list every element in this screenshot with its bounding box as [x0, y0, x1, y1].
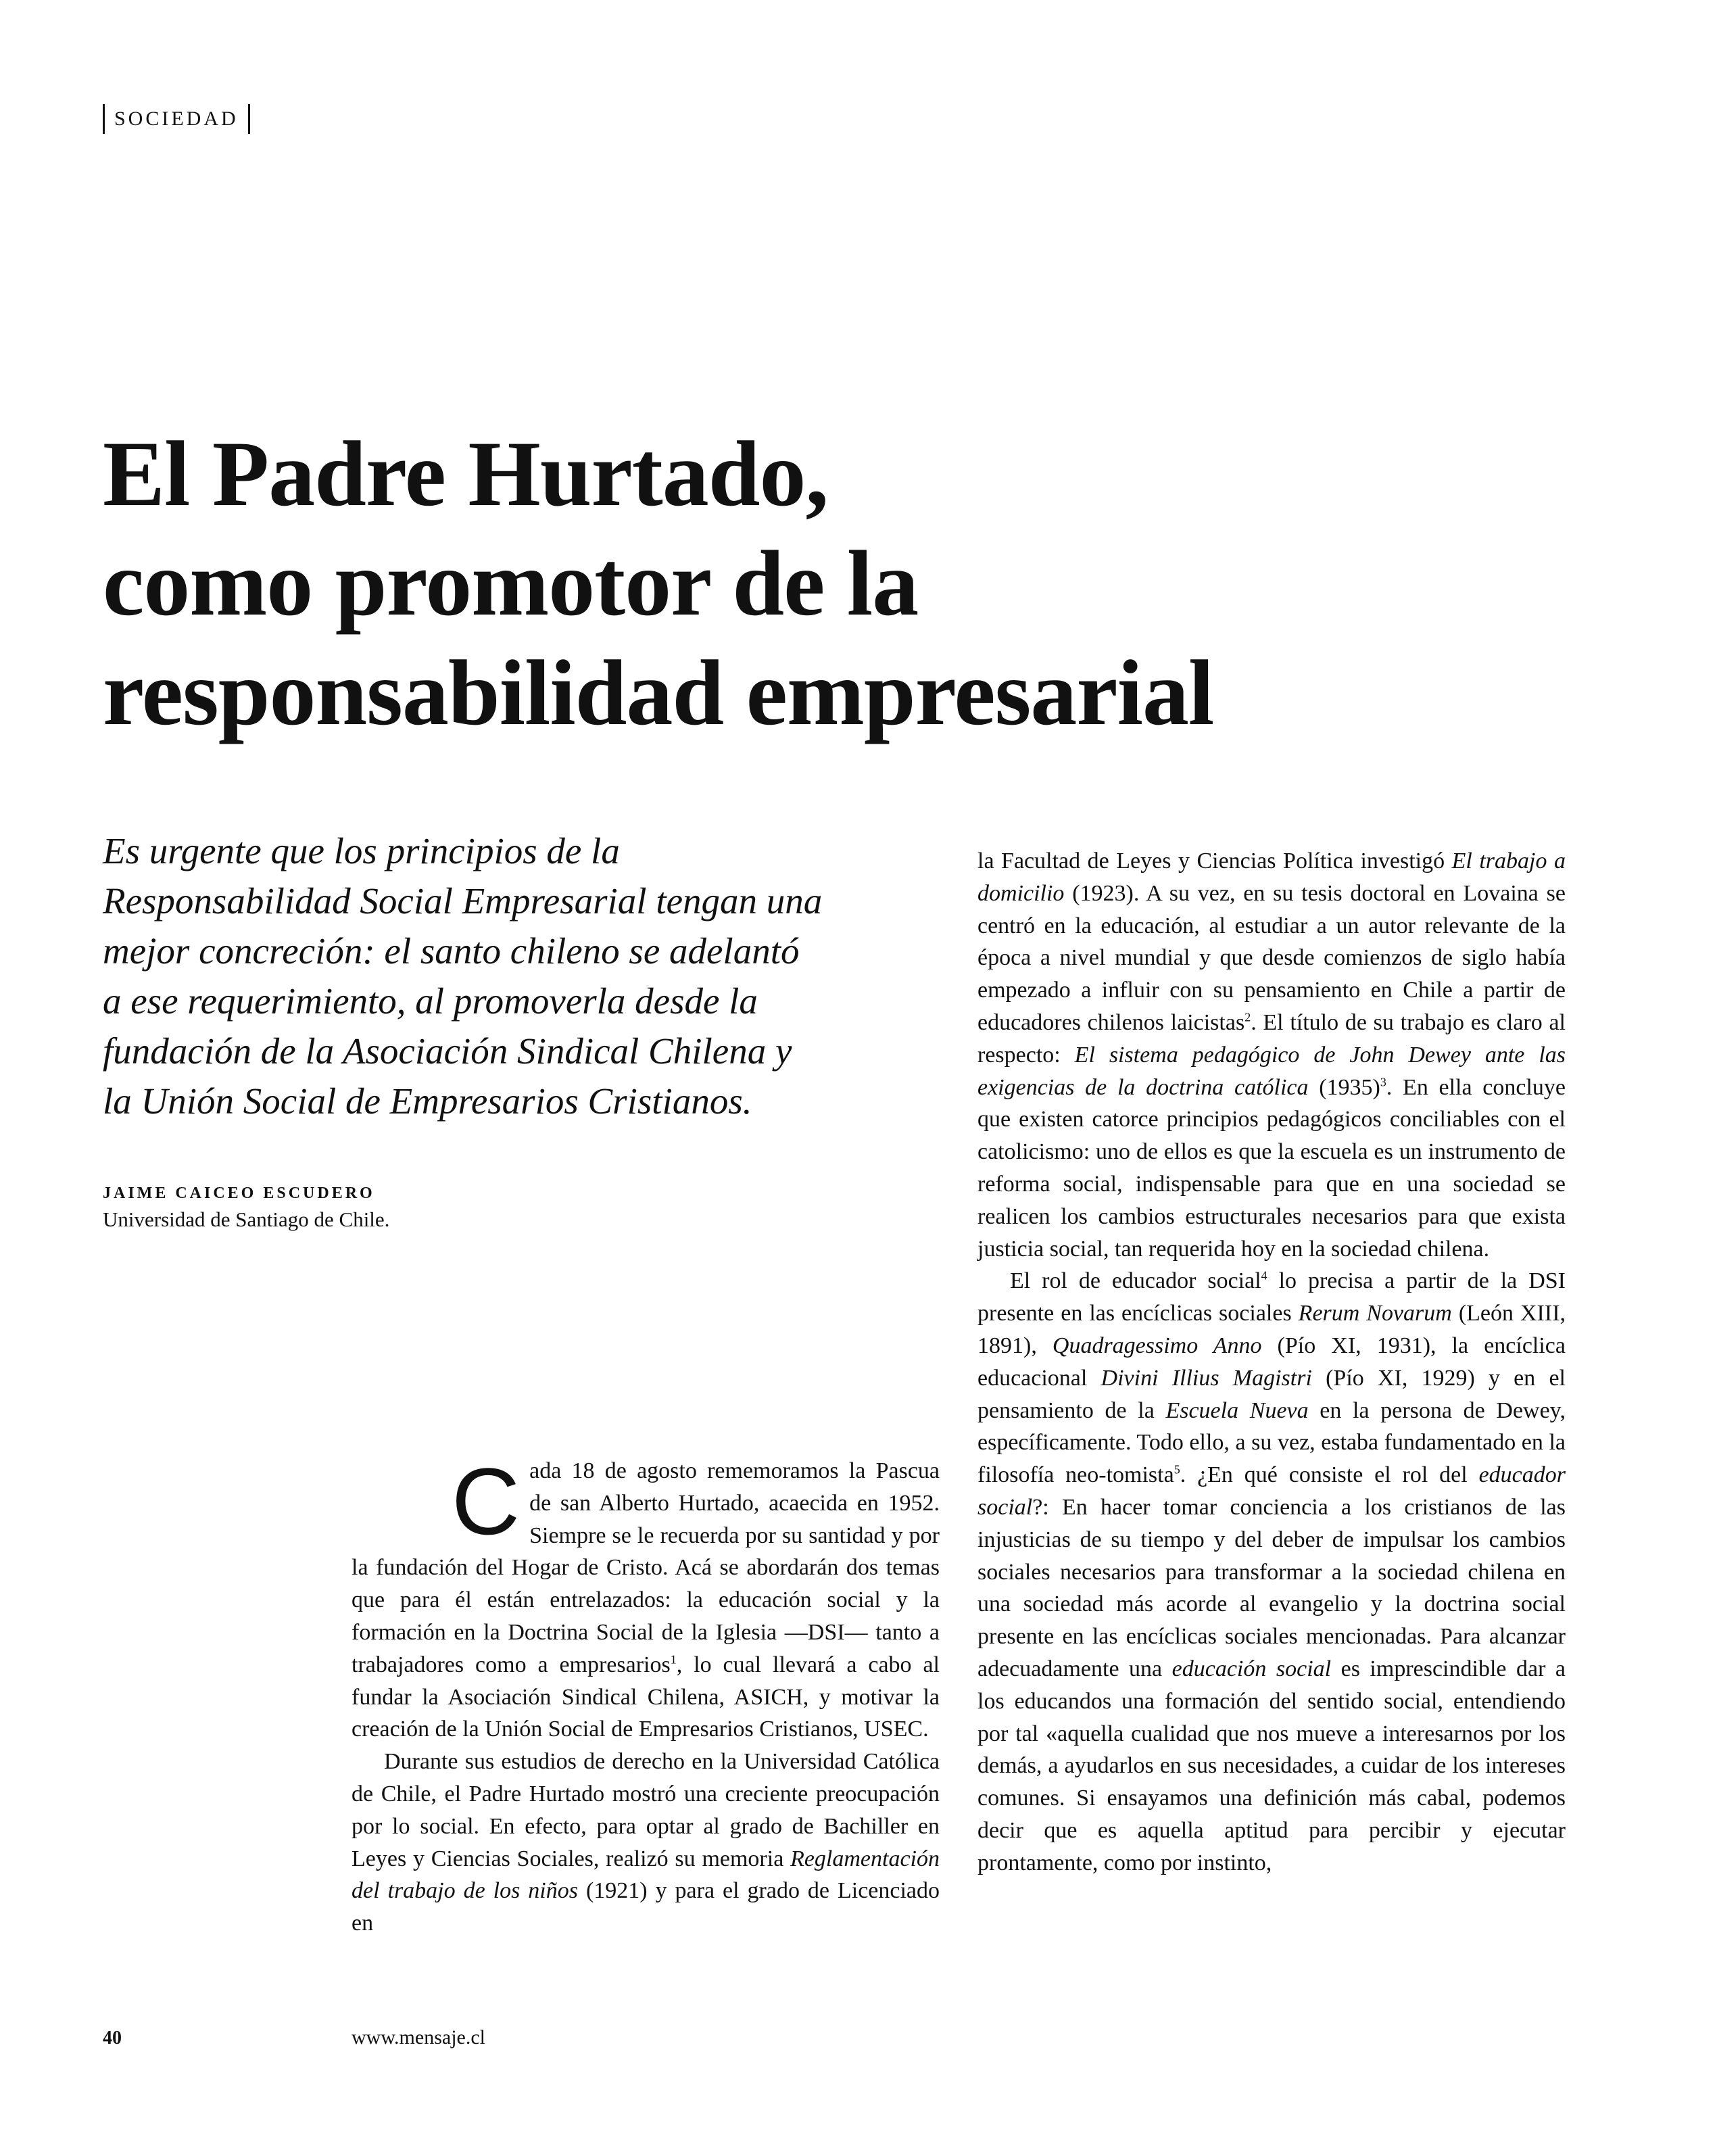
article-title	[103, 419, 1624, 748]
body-paragraph	[352, 1746, 940, 1940]
website-url: www.mensaje.cl	[352, 2026, 485, 2049]
lead-line: Es urgente que los principios de la	[103, 830, 620, 871]
body-column-right	[977, 845, 1566, 1879]
body-paragraph	[977, 1265, 1566, 1879]
italic-title: Escuela Nueva	[1165, 1397, 1309, 1423]
body-text: Durante sus estudios de derecho en la Universidad Católica de Chile, el Padre Hurtado mostró una creciente preocupación por lo social. En efecto, para optar al grado de Bachiller en Leyes y Ciencias Sociales, realizó su memoria	[352, 1749, 940, 1871]
section-tag: SOCIEDAD	[103, 104, 250, 134]
body-column-left	[352, 1448, 940, 1940]
body-text: . En ella concluye que existen catorce principios pedagógicos conciliables con el catolicismo: uno de ellos es que la escuela es un instrumento de reforma social, indispensable para que en una sociedad se realicen los cambios estructurales necesarios para que exista justicia social, tan requerida hoy en la sociedad chilena.	[977, 1074, 1566, 1262]
italic-title: Divini Illius Magistri	[1101, 1365, 1312, 1391]
italic-title: El trabajo a domicilio	[977, 848, 1566, 906]
body-text: lo precisa a partir de la DSI presente en las encíclicas sociales	[977, 1268, 1566, 1326]
lead-line: Responsabilidad Social Empresarial tengan una	[103, 880, 823, 921]
italic-title: El sistema pedagógico de John Dewey ante las exigencias de la doctrina católica	[977, 1042, 1566, 1100]
drop-cap: C	[452, 1448, 521, 1554]
body-text: (1923). A su vez, en su tesis doctoral en Lovaina se centró en la educación, al estudiar a un autor relevante de la época a nivel mundial y que desde comienzos de siglo había empezado a influir con su pensamiento en Chile a partir de educadores chilenos laicistas	[977, 880, 1566, 1035]
body-text: . El título de su trabajo es claro al respecto:	[977, 1009, 1566, 1068]
body-paragraph	[352, 1448, 940, 1746]
body-text: (Pío XI, 1931), la encíclica educacional	[977, 1333, 1566, 1391]
lead-line: la Unión Social de Empresarios Cristianos.	[103, 1080, 752, 1122]
author-affiliation: Universidad de Santiago de Chile.	[103, 1207, 390, 1231]
italic-title: Quadragessimo Anno	[1052, 1333, 1262, 1358]
lead-line: a ese requerimiento, al promoverla desde la	[103, 980, 758, 1022]
body-text: El rol de educador social	[1010, 1268, 1261, 1294]
footnote-ref: 3	[1380, 1075, 1386, 1089]
body-text: ada 18 de agosto rememoramos la Pascua de san Alberto Hurtado, acaecida en 1952. Siempre se le recuerda por su santidad y por la fundación del Hogar de Cristo. Acá se abordarán dos temas que para él están entrelazados: la educación social y la formación en la Doctrina Social de la Iglesia —DSI— tanto a trabajadores como a empresarios	[352, 1458, 940, 1677]
body-text: (León XIII, 1891),	[977, 1301, 1566, 1358]
lead-line: fundación de la Asociación Sindical Chilena y	[103, 1030, 792, 1072]
italic-term: educador social	[977, 1462, 1566, 1520]
italic-term: educación social	[1171, 1656, 1332, 1681]
italic-title: Reglamentación del trabajo de los niños	[352, 1846, 940, 1904]
footnote-ref: 2	[1244, 1010, 1251, 1024]
body-text: la Facultad de Leyes y Ciencias Política investigó	[977, 848, 1452, 873]
body-text: , lo cual llevará a cabo al fundar la Asociación Sindical Chilena, ASICH, y motivar la creación de la Unión Social de Empresarios Cristianos, USEC.	[352, 1652, 940, 1742]
footnote-ref: 1	[670, 1652, 677, 1667]
body-text: en la persona de Dewey, específicamente. Todo ello, a su vez, estaba fundamentado en la filosofía neo-tomista	[977, 1397, 1566, 1488]
footnote-ref: 4	[1261, 1269, 1267, 1283]
article-lead	[103, 826, 954, 1126]
body-paragraph	[977, 845, 1566, 1265]
author-name: JAIME CAICEO ESCUDERO	[103, 1184, 375, 1202]
footnote-ref: 5	[1174, 1462, 1180, 1477]
body-text: es imprescindible dar a los educandos una formación del sentido social, entendiendo por tal «aquella cualidad que nos mueve a interesarnos por los demás, a ayudarlos en sus necesidades, a cuidar de los intereses comunes. Si ensayamos una definición más cabal, podemos decir que es aquella aptitud para percibir y ejecutar prontamente, como por instinto,	[977, 1656, 1566, 1875]
title-line: como promotor de la	[103, 531, 919, 635]
body-text: ?: En hacer tomar conciencia a los cristianos de las injusticias de su tiempo y del deber de impulsar los cambios sociales necesarios para transformar a la sociedad chilena en una sociedad más acorde al evangelio y la doctrina social presente en las encíclicas sociales mencionadas. Para alcanzar adecuadamente una	[977, 1494, 1566, 1681]
title-line: responsabilidad empresarial	[103, 641, 1214, 744]
lead-line: mejor concreción: el santo chileno se adelantó	[103, 930, 800, 972]
title-line: El Padre Hurtado,	[103, 422, 828, 525]
italic-title: Rerum Novarum	[1298, 1301, 1452, 1326]
body-text: . ¿En qué consiste el rol del	[1180, 1462, 1479, 1488]
body-text: (1921) y para el grado de Licenciado en	[352, 1878, 940, 1936]
body-text: (1935)	[1308, 1074, 1380, 1100]
body-text: (Pío XI, 1929) y en el pensamiento de la	[977, 1365, 1566, 1423]
page-number: 40	[103, 2028, 122, 2049]
